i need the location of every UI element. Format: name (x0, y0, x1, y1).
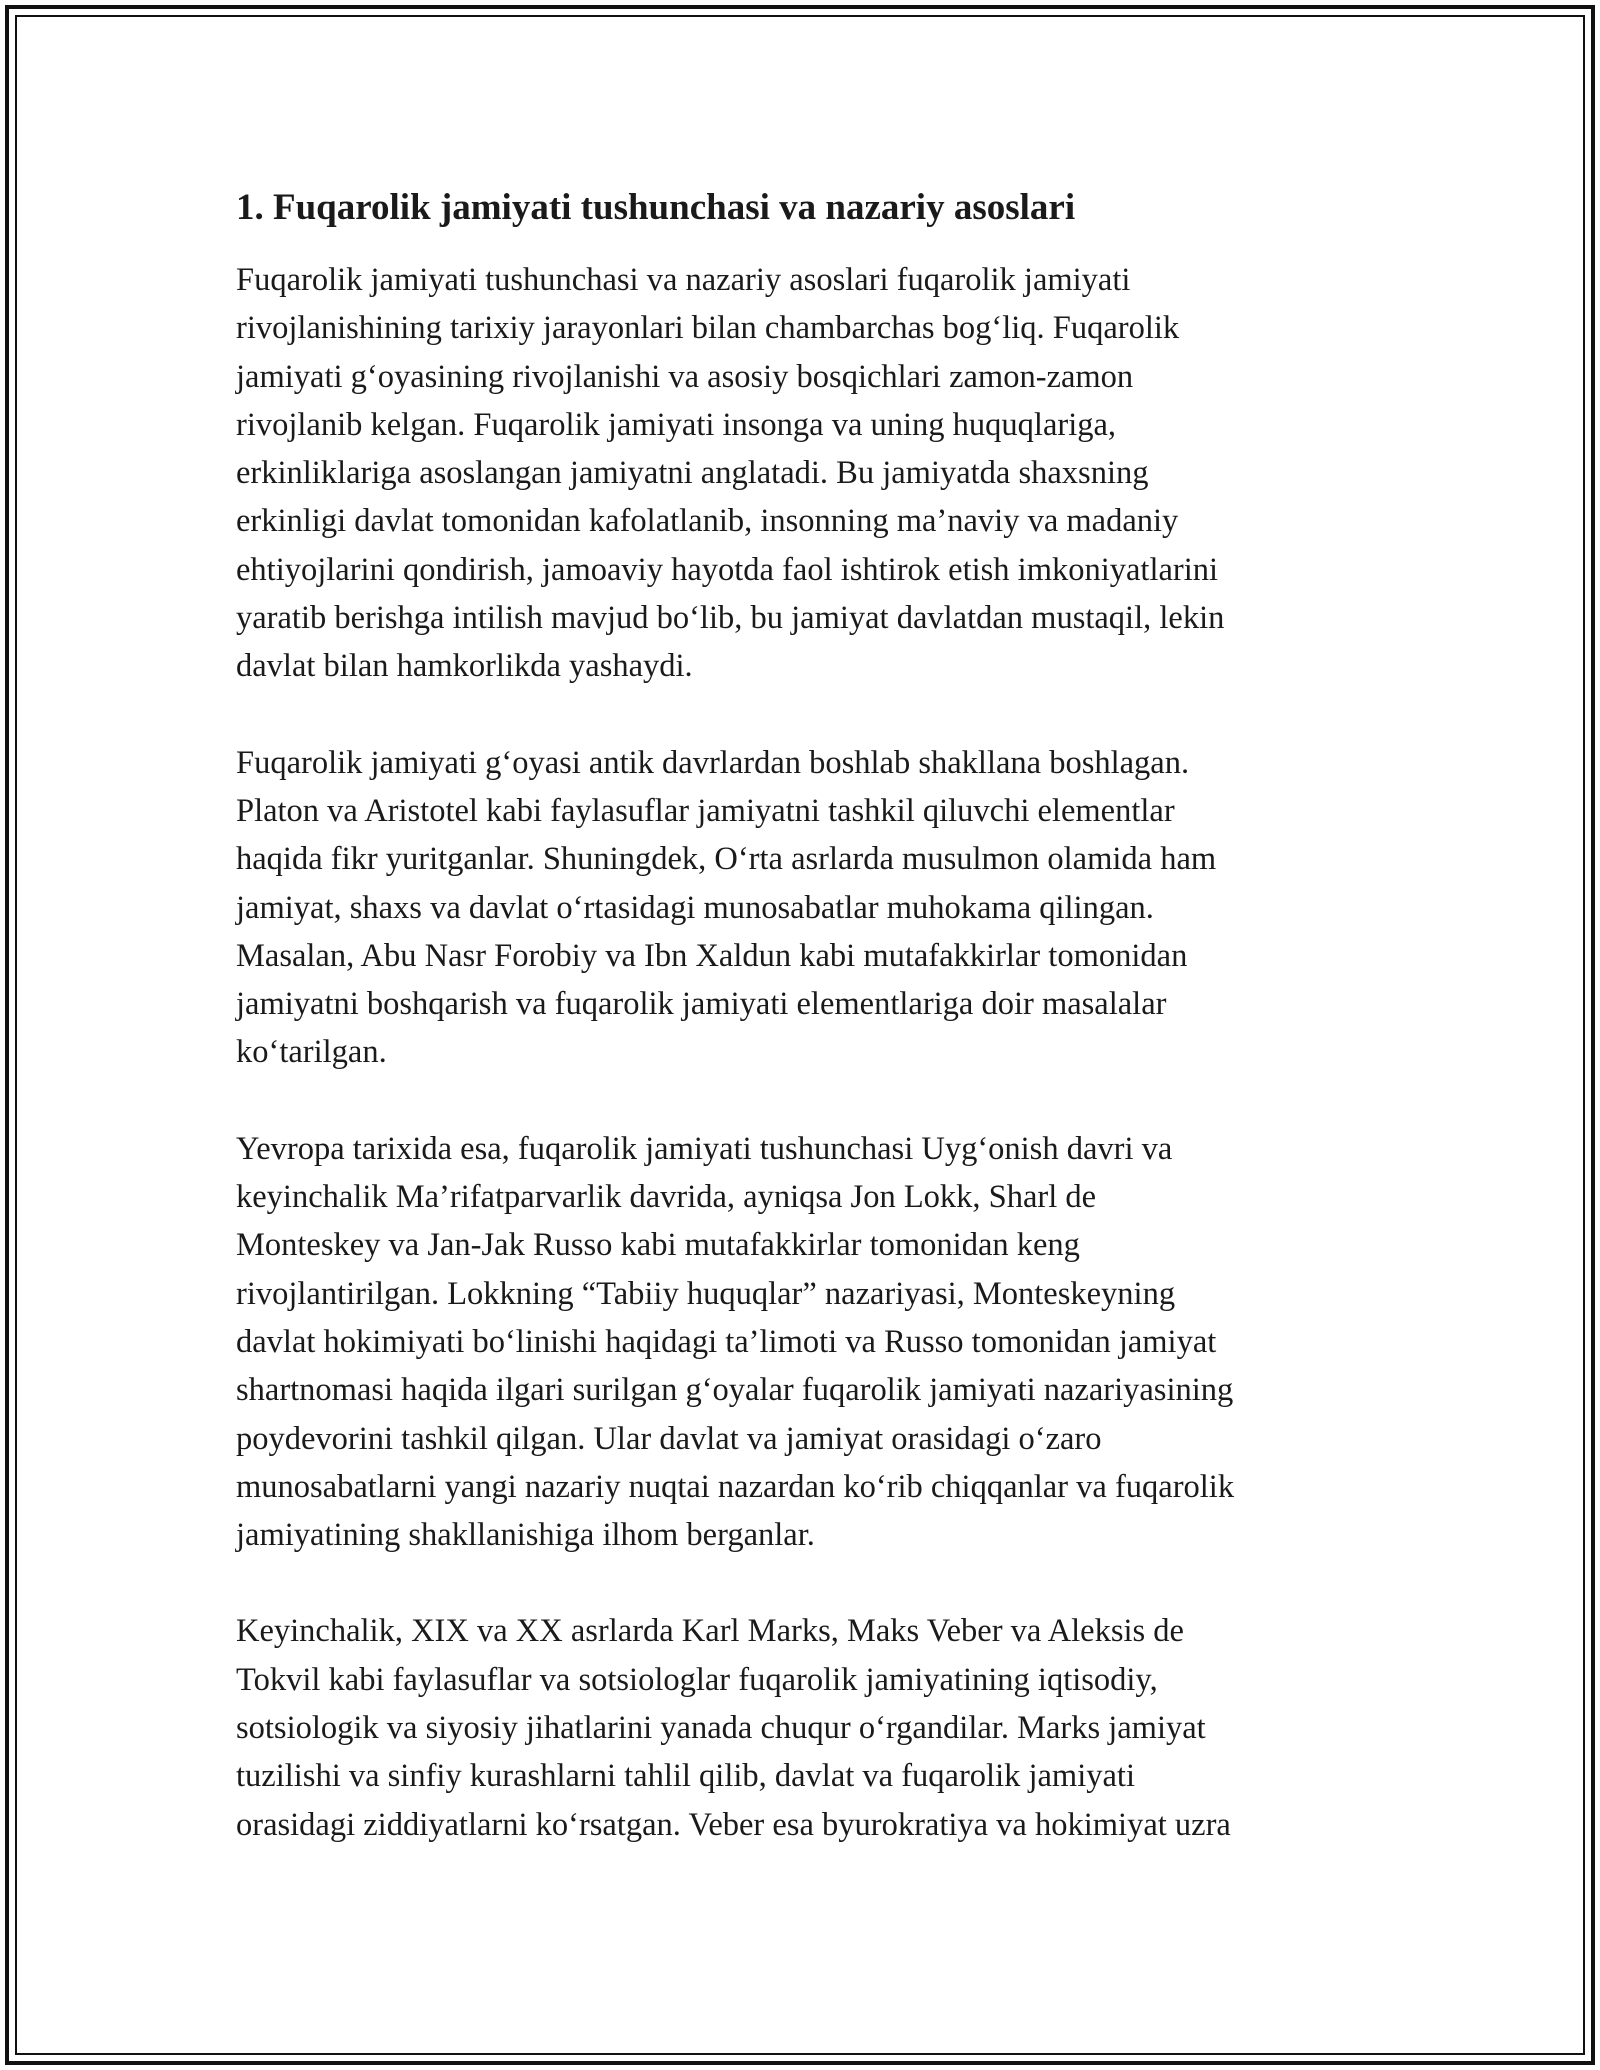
text-line: Tokvil kabi faylasuflar va sotsiologlar fuqarolik jamiyatining iqtisodiy, (236, 1661, 1158, 1698)
text-line: Keyinchalik, XIX va XX asrlarda Karl Marks, Maks Veber va Aleksis de (236, 1613, 1184, 1650)
text-line: Yevropa tarixida esa, fuqarolik jamiyati tushunchasi Uyg‘onish davri va (236, 1130, 1173, 1167)
text-line: orasidagi ziddiyatlarni ko‘rsatgan. Veber esa byurokratiya va hokimiyat uzra (236, 1806, 1231, 1843)
text-line: ko‘tarilgan. (236, 1034, 387, 1071)
paragraph-list (236, 256, 1366, 1849)
text-line: jamiyatni boshqarish va fuqarolik jamiyati elementlariga doir masalalar (236, 986, 1167, 1023)
paragraph-1 (236, 256, 1366, 691)
text-line: keyinchalik Ma’rifatparvarlik davrida, ayniqsa Jon Lokk, Sharl de (236, 1179, 1097, 1216)
text-line: haqida fikr yuritganlar. Shuningdek, O‘rta asrlarda musulmon olamida ham (236, 841, 1217, 878)
text-line: rivojlanishining tarixiy jarayonlari bilan chambarchas bog‘liq. Fuqarolik (236, 310, 1180, 347)
text-line: Masalan, Abu Nasr Forobiy va Ibn Xaldun kabi mutafakkirlar tomonidan (236, 937, 1188, 974)
text-line: jamiyatining shakllanishiga ilhom berganlar. (236, 1517, 815, 1554)
text-line: rivojlanib kelgan. Fuqarolik jamiyati insonga va uning huquqlariga, (236, 406, 1117, 443)
text-line: Fuqarolik jamiyati g‘oyasi antik davrlardan boshlab shakllana boshlagan. (236, 744, 1190, 781)
paragraph-3 (236, 1125, 1366, 1560)
paragraph-4 (236, 1607, 1366, 1848)
text-line: ehtiyojlarini qondirish, jamoaviy hayotda faol ishtirok etish imkoniyatlarini (236, 551, 1219, 588)
text-line: jamiyati g‘oyasining rivojlanishi va asosiy bosqichlari zamon-zamon (236, 358, 1134, 395)
text-line: Monteskey va Jan-Jak Russo kabi mutafakkirlar tomonidan keng (236, 1227, 1080, 1264)
text-line: davlat bilan hamkorlikda yashaydi. (236, 648, 693, 685)
text-line: erkinligi davlat tomonidan kafolatlanib, insonning ma’naviy va madaniy (236, 503, 1179, 540)
text-line: Fuqarolik jamiyati tushunchasi va nazariy asoslari fuqarolik jamiyati (236, 262, 1131, 298)
section-heading: 1. Fuqarolik jamiyati tushunchasi va nazariy asoslari (236, 187, 1076, 228)
text-line: sotsiologik va siyosiy jihatlarini yanada chuqur o‘rgandilar. Marks jamiyat (236, 1710, 1206, 1747)
text-line: tuzilishi va sinfiy kurashlarni tahlil qilib, davlat va fuqarolik jamiyati (236, 1758, 1135, 1795)
text-line: erkinliklariga asoslangan jamiyatni anglatadi. Bu jamiyatda shaxsning (236, 455, 1149, 492)
text-line: Platon va Aristotel kabi faylasuflar jamiyatni tashkil qiluvchi elementlar (236, 792, 1175, 829)
text-line: davlat hokimiyati bo‘linishi haqidagi ta’limoti va Russo tomonidan jamiyat (236, 1323, 1217, 1360)
document-body (236, 186, 1366, 1897)
text-line: poydevorini tashkil qilgan. Ular davlat va jamiyat orasidagi o‘zaro (236, 1420, 1102, 1457)
paragraph-2 (236, 739, 1366, 1077)
text-line: jamiyat, shaxs va davlat o‘rtasidagi munosabatlar muhokama qilingan. (236, 889, 1154, 926)
text-line: rivojlantirilgan. Lokkning “Tabiiy huquqlar” nazariyasi, Monteskeyning (236, 1275, 1176, 1312)
text-line: yaratib berishga intilish mavjud bo‘lib, bu jamiyat davlatdan mustaqil, lekin (236, 600, 1225, 637)
text-line: munosabatlarni yangi nazariy nuqtai nazardan ko‘rib chiqqanlar va fuqarolik (236, 1468, 1235, 1505)
text-line: shartnomasi haqida ilgari surilgan g‘oyalar fuqarolik jamiyati nazariyasining (236, 1372, 1234, 1409)
